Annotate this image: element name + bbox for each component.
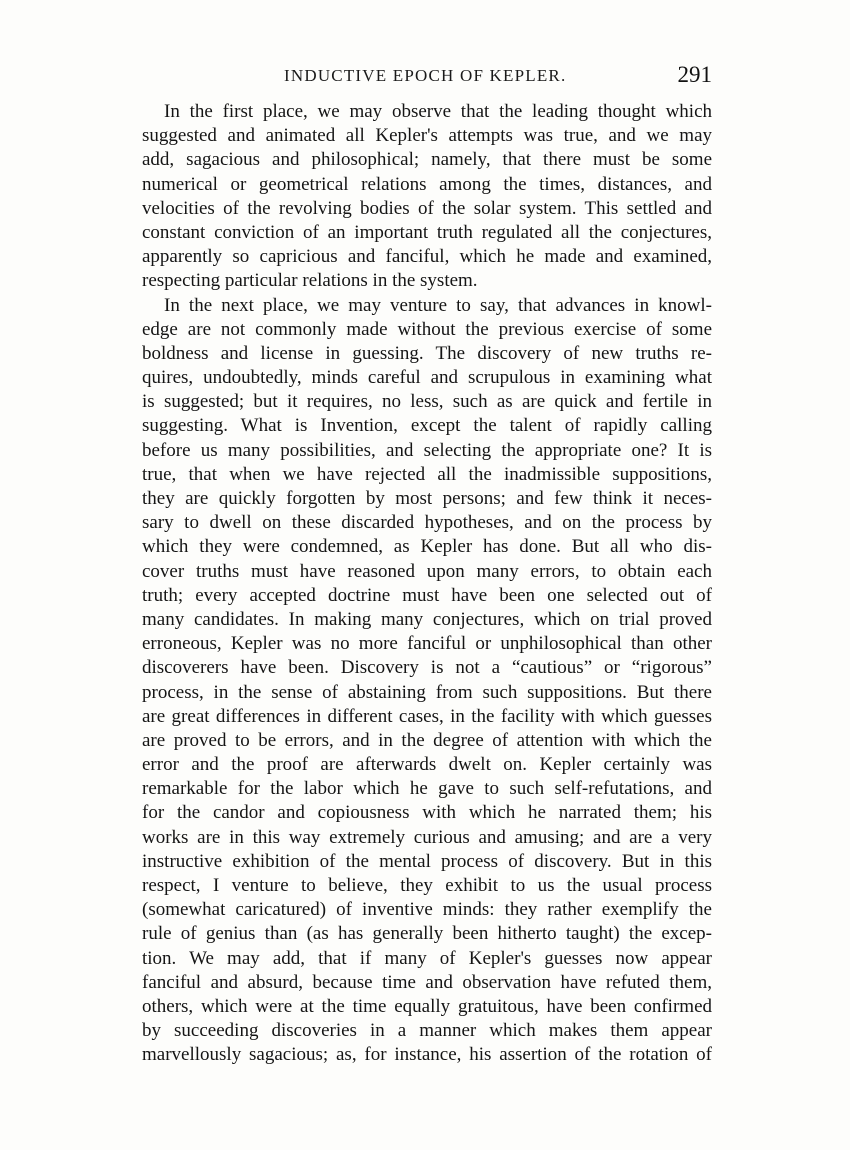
text-line: sary to dwell on these discarded hypotheses, and on the process by bbox=[142, 512, 712, 534]
text-line: others, which were at the time equally gratuitous, have been confirmed bbox=[142, 995, 712, 1017]
text-line: is suggested; but it requires, no less, such as are quick and fertile in bbox=[142, 391, 712, 413]
text-line: fanciful and absurd, because time and observation have refuted them, bbox=[142, 971, 712, 993]
text-line: respect, I venture to believe, they exhibit to us the usual process bbox=[142, 875, 712, 896]
text-line: by succeeding discoveries in a manner which makes them appear bbox=[142, 1020, 712, 1042]
text-line: In the first place, we may observe that the leading thought which bbox=[164, 101, 712, 122]
page-header bbox=[142, 62, 712, 92]
text-line: cover truths must have reasoned upon many errors, to obtain each bbox=[142, 560, 712, 582]
text-line: add, sagacious and philosophical; namely, that there must be some bbox=[142, 149, 712, 171]
text-line: edge are not commonly made without the previous exercise of some bbox=[142, 318, 712, 340]
text-line: marvellously sagacious; as, for instance, his assertion of the rotation of bbox=[142, 1044, 712, 1066]
text-line: tion. We may add, that if many of Kepler's guesses now appear bbox=[142, 947, 712, 969]
text-line: velocities of the revolving bodies of the solar system. This settled and bbox=[142, 197, 712, 219]
text-line: apparently so capricious and fanciful, which he made and examined, bbox=[142, 246, 712, 268]
page-number: 291 bbox=[677, 62, 712, 87]
text-line: are great differences in different cases, in the facility with which guesses bbox=[142, 705, 712, 727]
text-line: true, that when we have rejected all the inadmissible suppositions, bbox=[142, 463, 712, 485]
text-line: discoverers have been. Discovery is not a “cautious” or “rigorous” bbox=[142, 657, 712, 679]
text-line: boldness and license in guessing. The discovery of new truths re- bbox=[142, 342, 712, 364]
text-line: works are in this way extremely curious and amusing; and are a very bbox=[142, 826, 712, 848]
text-line: suggested and animated all Kepler's attempts was true, and we may bbox=[142, 125, 712, 147]
text-line: before us many possibilities, and selecting the appropriate one? It is bbox=[142, 439, 712, 461]
text-line: numerical or geometrical relations among the times, distances, and bbox=[142, 173, 712, 195]
text-line: quires, undoubtedly, minds careful and scrupulous in examining what bbox=[142, 367, 712, 389]
text-line: truth; every accepted doctrine must have been one selected out of bbox=[142, 584, 712, 606]
text-line: suggesting. What is Invention, except the talent of rapidly calling bbox=[142, 415, 712, 437]
text-line: constant conviction of an important truth regulated all the conjectures, bbox=[142, 221, 712, 243]
text-line: erroneous, Kepler was no more fanciful or unphilosophical than other bbox=[142, 633, 712, 655]
text-line: In the next place, we may venture to say, that advances in knowl- bbox=[164, 294, 712, 316]
text-line: instructive exhibition of the mental process of discovery. But in this bbox=[142, 850, 712, 872]
text-line: process, in the sense of abstaining from such suppositions. But there bbox=[142, 681, 712, 703]
text-line: are proved to be errors, and in the degree of attention with which the bbox=[142, 729, 712, 751]
text-line: (somewhat caricatured) of inventive minds: they rather exemplify the bbox=[142, 899, 712, 921]
text-line: remarkable for the labor which he gave to such self-refutations, and bbox=[142, 778, 712, 800]
running-title: INDUCTIVE EPOCH OF KEPLER. bbox=[284, 66, 567, 85]
text-line: many candidates. In making many conjectures, which on trial proved bbox=[142, 608, 712, 630]
text-line: which they were condemned, as Kepler has done. But all who dis- bbox=[142, 536, 712, 558]
text-line: for the candor and copiousness with which he narrated them; his bbox=[142, 802, 712, 824]
text-line: error and the proof are afterwards dwelt on. Kepler certainly was bbox=[142, 754, 712, 776]
text-line: respecting particular relations in the system. bbox=[142, 270, 478, 292]
text-line: they are quickly forgotten by most persons; and few think it neces- bbox=[142, 488, 712, 509]
body-text bbox=[142, 100, 712, 1068]
text-line: rule of genius than (as has generally been hitherto taught) the excep- bbox=[142, 923, 712, 945]
